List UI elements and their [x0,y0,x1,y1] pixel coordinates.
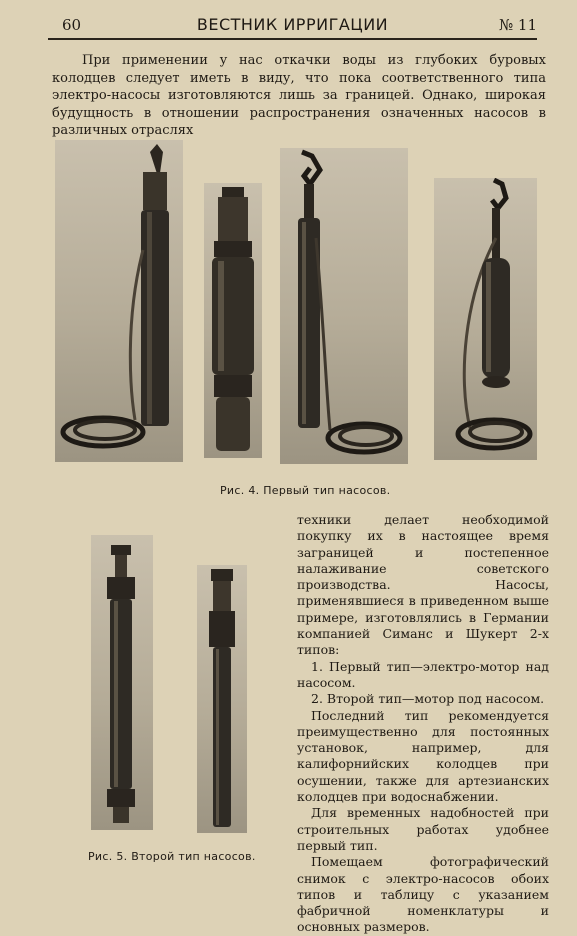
figure5-caption: Рис. 5. Второй тип насосов. [88,850,256,863]
intro-text [52,52,546,140]
issue-number: № 11 [498,16,537,34]
figure4-photo-4 [434,178,537,460]
list-item-1: 1. Первый тип—электро-мотор над насосом. [297,658,549,690]
list-item-2: 2. Второй тип—мотор под насосом. [311,691,545,707]
figure4-caption: Рис. 4. Первый тип насосов. [220,484,391,497]
journal-title: ВЕСТНИК ИРРИГАЦИИ [196,15,389,34]
figure5-photo-2 [197,565,247,833]
intro-paragraph: При применении у нас откачки воды из глубоких буровых колодцев следует иметь в виду, что пока соответственного типа электро-насосы изготовляются лишь за границей. Однако, широкая будущность в отношении распространения означенных насосов в различных отраслях [52,53,546,138]
column-text [297,512,549,936]
column-paragraph-4: Помещаем фотографический снимок с электро-насосов обоих типов и таблицу с указанием фабричной номенклатуры и основных размеров. [297,854,549,935]
figure5-photo-1 [91,535,153,830]
column-paragraph-1: техники делает необходимой покупку их в настоящее время заграницей и постепенное налаживание советского производства. Насосы, применявшиеся в приведенном выше примере, изготовлялись в Германии компанией Симанс и Шукерт 2-х типов: [297,512,549,658]
figure4-photo-3 [280,148,408,464]
figure4-photo-2 [204,183,262,458]
page-number: 60 [62,16,82,34]
column-paragraph-2: Последний тип рекомендуется преимущественно для постоянных установок, например, для калифорнийских колодцев при осушении, также для артезианских колодцев при водоснабжении. [297,707,549,805]
page-header [48,14,537,40]
figure4-photo-1 [55,140,183,462]
column-paragraph-3: Для временных надобностей при строительных работах удобнее первый тип. [297,805,549,853]
